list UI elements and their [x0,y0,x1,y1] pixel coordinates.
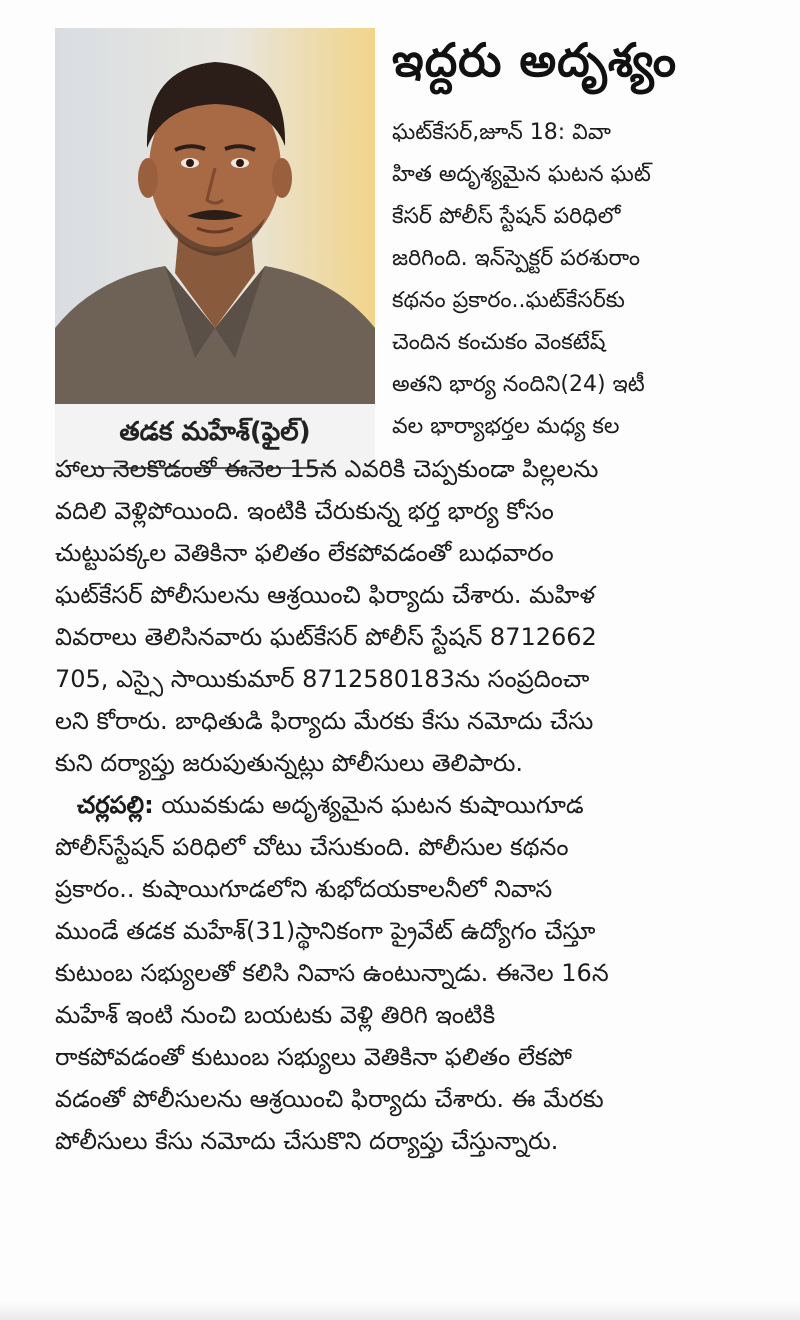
body-line: ముండే తడక మహేశ్(31)స్థానికంగా ప్రైవేట్ ఉద్యోగం చేస్తూ [55,917,596,945]
body-line: మహేశ్ ఇంటి నుంచి బయటకు వెళ్లి తిరిగి ఇంటికి [55,1001,496,1029]
headline: ఇద్దరు అదృశ్యం [392,33,678,87]
body-line: వదిలి వెళ్లిపోయింది. ఇంటికి చేరుకున్న భర్త భార్య కోసం [55,497,554,525]
body-line: హాలు నెలకొడంతో ఈనెల 15న ఎవరికి చెప్పకుండా పిల్లలను [55,455,599,483]
body-line: వల భార్యాభర్తల మధ్య కల [392,414,620,439]
body-line: వివరాలు తెలిసినవారు ఘట్‌కేసర్ పోలీస్ స్టేషన్ 8712662 [55,623,597,651]
body-line: కుటుంబ సభ్యులతో కలిసి నివాస ఉంటున్నాడు. ఈనెల 16న [55,959,609,987]
body-line: ప్రకారం.. కుషాయిగూడలోని శుభోదయకాలనీలో నివాస [55,875,553,903]
body-line: ఘట్‌కేసర్ పోలీసులను ఆశ్రయించి ఫిర్యాదు చేశారు. మహిళ [55,581,596,609]
dateline-charlapalli: చర్లపల్లి: [77,791,154,819]
body-line: జరిగింది. ఇన్‌స్పెక్టర్ పరశురాం [392,246,641,271]
body-line: చుట్టుపక్కల వెతికినా ఫలితం లేకపోవడంతో బుధవారం [55,539,554,567]
body-line: 705, ఎస్సై సాయికుమార్ 8712580183ను సంప్రదించా [55,665,590,693]
body-line: ఘట్‌కేసర్,జూన్ 18: వివా [392,120,611,145]
body-line: పోలీసులు కేసు నమోదు చేసుకొని దర్యాప్తు చేస్తున్నారు. [55,1127,559,1155]
body-line: చెందిన కంచుకం వెంకటేష్ [392,330,606,355]
photo-caption: తడక మహేశ్(ఫైల్) [119,417,311,447]
body-line: రాకపోవడంతో కుటుంబ సభ్యులు వెతికినా ఫలితం లేకపో [55,1043,572,1071]
body-line: కథనం ప్రకారం..ఘట్‌కేసర్‌కు [392,288,625,313]
paragraph-2-first-line [55,784,790,826]
body-line: కుని దర్యాప్తు జరుపుతున్నట్లు పోలీసులు తెలిపారు. [55,749,524,777]
body-line: లని కోరారు. బాధితుడి ఫిర్యాదు మేరకు కేసు నమోదు చేసు [55,707,594,735]
body-text: యువకుడు అదృశ్యమైన ఘటన కుషాయిగూడ [153,791,584,819]
clipping-bottom-edge [0,1302,800,1320]
body-line: కేసర్ పోలీస్ స్టేషన్ పరిధిలో [392,204,621,229]
person-photo [55,28,375,404]
body-line: అతని భార్య నందిని(24) ఇటీ [392,372,645,397]
body-line: హిత అదృశ్యమైన ఘటన ఘట్ [392,162,651,187]
body-line: వడంతో పోలీసులను ఆశ్రయించి ఫిర్యాదు చేశారు. ఈ మేరకు [55,1085,604,1113]
body-line: పోలీస్‌స్టేషన్ పరిధిలో చోటు చేసుకుంది. పోలీసుల కథనం [55,833,569,861]
photo-box [55,28,375,480]
